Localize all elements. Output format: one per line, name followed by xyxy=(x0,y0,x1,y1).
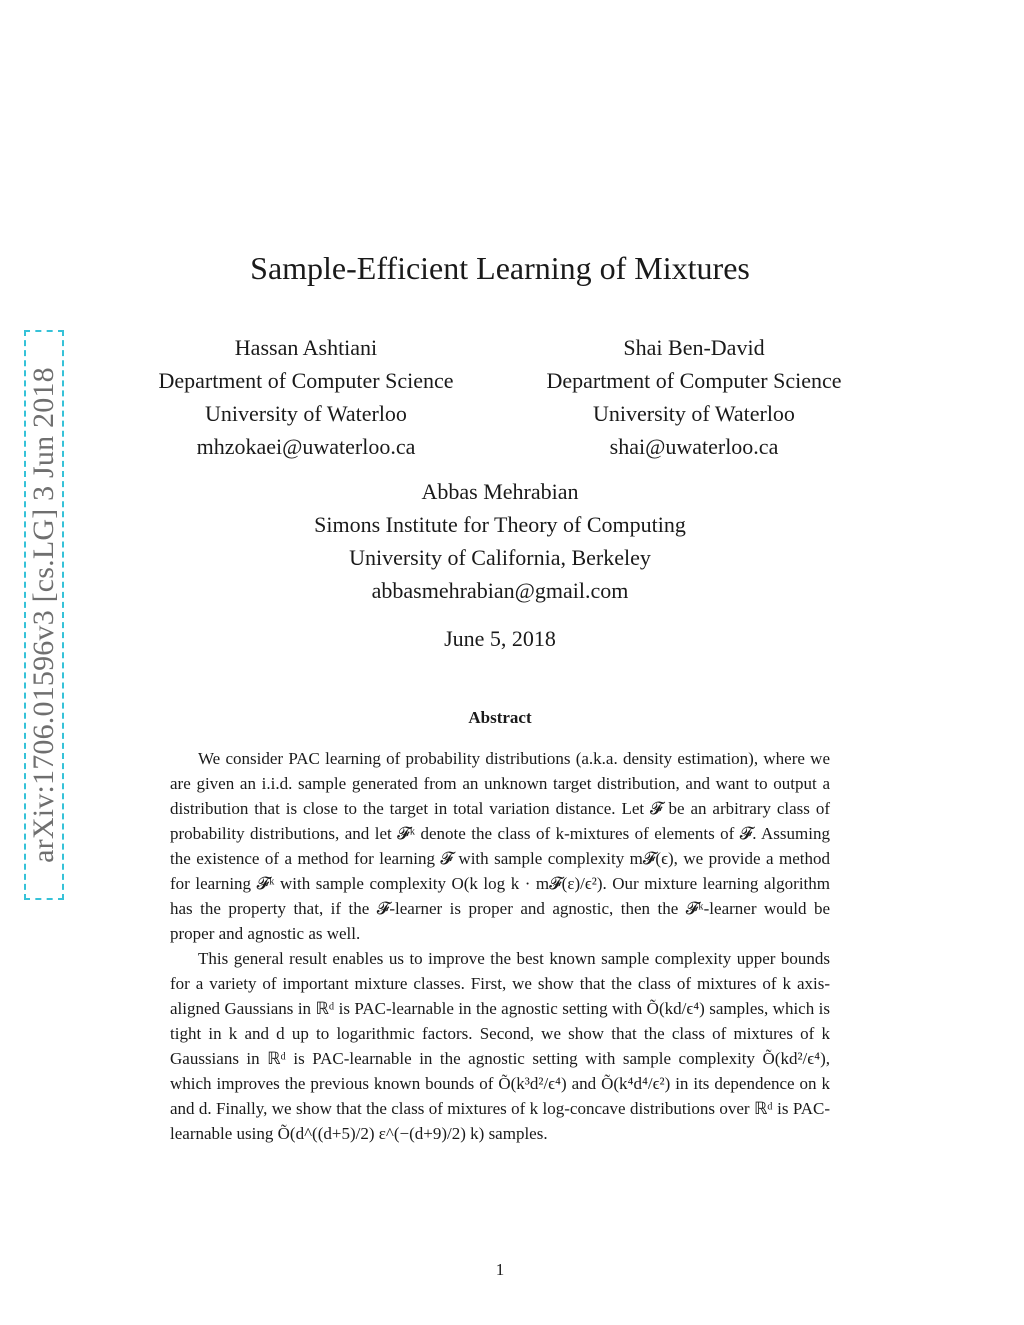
abstract-paragraph: We consider PAC learning of probability distributions (a.k.a. density estimation), where we are given an i.i.d. sample generated from an unknown target distribution, and want to output a distribution that is close to the target in total variation distance. Let 𝓕 be an arbitrary class of probability distributions, and let 𝓕ᵏ denote the class of k-mixtures of elements of 𝓕. Assuming the existence of a method for learning 𝓕 with sample complexity m𝓕(ϵ), we provide a method for learning 𝓕ᵏ with sample complexity O(k log k · m𝓕(ε)/ϵ²). Our mixture learning algorithm has the property that, if the 𝓕-learner is proper and agnostic, then the 𝓕ᵏ-learner would be proper and agnostic as well. xyxy=(170,749,830,943)
author-email: mhzokaei@uwaterloo.ca xyxy=(196,434,416,459)
paper-title: Sample-Efficient Learning of Mixtures xyxy=(250,250,750,286)
author-block-2 xyxy=(508,331,880,463)
author-name: Hassan Ashtiani xyxy=(234,335,378,360)
abstract-body xyxy=(170,746,830,1146)
paper-date: June 5, 2018 xyxy=(444,626,556,651)
author-department: Department of Computer Science xyxy=(546,368,842,393)
abstract-paragraph: This general result enables us to improve the best known sample complexity upper bounds for a variety of important mixture classes. First, we show that the class of mixtures of k axis-aligned Gaussians in ℝᵈ is PAC-learnable in the agnostic setting with Õ(kd/ϵ⁴) samples, which is tight in k and d up to logarithmic factors. Second, we show that the class of mixtures of k Gaussians in ℝᵈ is PAC-learnable in the agnostic setting with sample complexity Õ(kd²/ϵ⁴), which improves the previous known bounds of Õ(k³d²/ϵ⁴) and Õ(k⁴d⁴/ϵ²) in its dependence on k and d. Finally, we show that the class of mixtures of k log-concave distributions over ℝᵈ is PAC-learnable using Õ(d^((d+5)/2) ε^(−(d+9)/2) k) samples. xyxy=(170,949,830,1143)
author-email: shai@uwaterloo.ca xyxy=(609,434,779,459)
arxiv-stamp-text: arXiv:1706.01596v3 [cs.LG] 3 Jun 2018 xyxy=(27,367,60,863)
author-email: abbasmehrabian@gmail.com xyxy=(371,578,629,603)
arxiv-stamp xyxy=(24,330,64,900)
author-department: Simons Institute for Theory of Computing xyxy=(314,512,686,537)
author-affiliation: University of Waterloo xyxy=(205,401,407,426)
page-number: 1 xyxy=(495,1260,505,1279)
author-block-3 xyxy=(250,475,750,607)
author-name: Shai Ben-David xyxy=(623,335,765,360)
author-department: Department of Computer Science xyxy=(158,368,454,393)
author-name: Abbas Mehrabian xyxy=(421,479,579,504)
author-affiliation: University of Waterloo xyxy=(593,401,795,426)
author-affiliation: University of California, Berkeley xyxy=(349,545,651,570)
abstract-heading: Abstract xyxy=(468,708,532,727)
author-block-1 xyxy=(120,331,492,463)
